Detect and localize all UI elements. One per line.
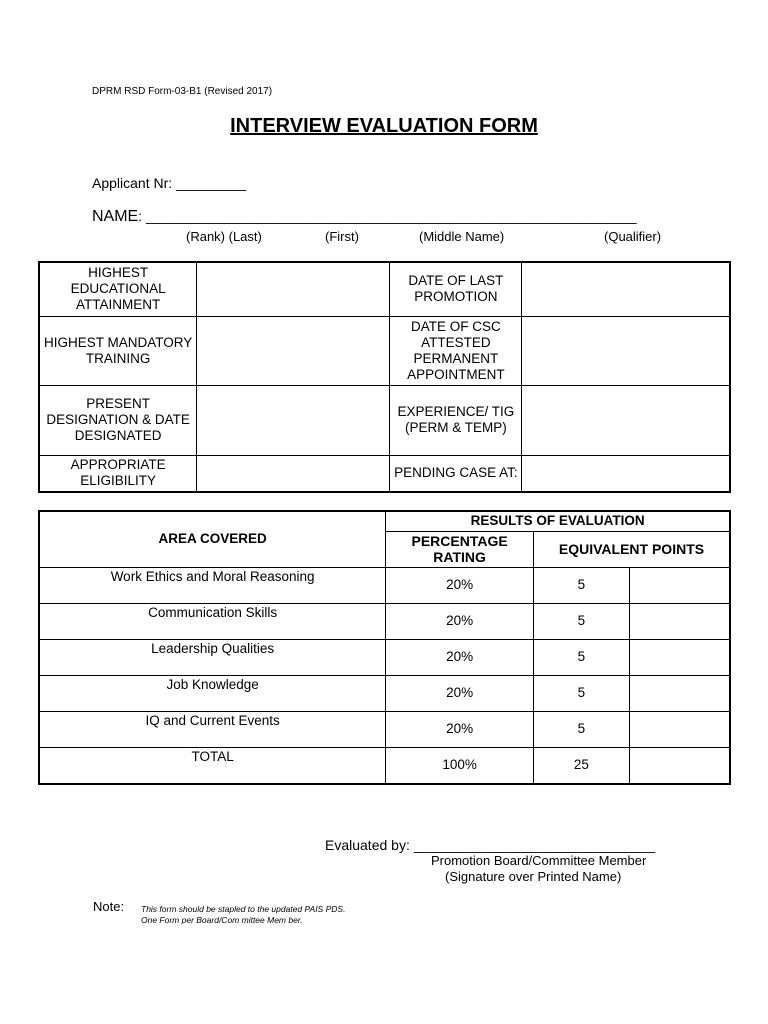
info-label: EXPERIENCE/ TIG (PERM & TEMP) — [390, 385, 522, 455]
table-row — [39, 385, 730, 455]
note-line: This form should be stapled to the updated PAIS PDS. — [141, 904, 346, 914]
points-header: EQUIVALENT POINTS — [533, 531, 730, 567]
info-value-cell[interactable] — [197, 316, 390, 385]
evaluation-table — [38, 510, 731, 785]
points-cell: 5 — [533, 567, 629, 603]
signature-caption: (Signature over Printed Name) — [445, 869, 622, 884]
area-cell: IQ and Current Events — [39, 711, 386, 747]
area-covered-header: AREA COVERED — [39, 511, 386, 567]
score-input-cell[interactable] — [629, 675, 730, 711]
sub-label-rank-last: (Rank) (Last) — [186, 229, 262, 244]
evaluator-role: Promotion Board/Committee Member — [431, 853, 647, 868]
info-label: DATE OF CSC ATTESTED PERMANENT APPOINTMENT — [390, 316, 522, 385]
table-row — [39, 316, 730, 385]
sub-label-first: (First) — [325, 229, 359, 244]
sub-label-middle-name: (Middle Name) — [419, 229, 505, 244]
table-row — [39, 262, 730, 316]
results-header: RESULTS OF EVALUATION — [386, 511, 730, 531]
info-value-cell[interactable] — [197, 455, 390, 492]
table-row-total — [39, 747, 730, 784]
info-label: HIGHEST MANDATORY TRAINING — [39, 316, 197, 385]
name-field[interactable] — [92, 208, 637, 226]
note-label: Note: — [93, 899, 125, 914]
table-row — [39, 639, 730, 675]
info-value-cell[interactable] — [522, 455, 730, 492]
note-line: One Form per Board/Com mittee Mem ber. — [141, 915, 303, 925]
area-cell: Work Ethics and Moral Reasoning — [39, 567, 386, 603]
info-value-cell[interactable] — [522, 316, 730, 385]
area-cell: Communication Skills — [39, 603, 386, 639]
name-line: : _______________________________________________________________ — [138, 208, 637, 224]
table-row — [39, 567, 730, 603]
total-percentage: 100% — [386, 747, 534, 784]
form-code: DPRM RSD Form-03-B1 (Revised 2017) — [92, 86, 273, 97]
points-cell: 5 — [533, 603, 629, 639]
percentage-cell: 20% — [386, 603, 534, 639]
points-cell: 5 — [533, 711, 629, 747]
total-score-input-cell[interactable] — [629, 747, 730, 784]
score-input-cell[interactable] — [629, 603, 730, 639]
applicant-info-table — [38, 261, 731, 493]
table-row — [39, 455, 730, 492]
total-label: TOTAL — [39, 747, 386, 784]
applicant-number-field[interactable]: Applicant Nr: _________ — [92, 175, 247, 191]
info-label: HIGHEST EDUCATIONAL ATTAINMENT — [39, 262, 197, 316]
table-row — [39, 603, 730, 639]
area-cell: Job Knowledge — [39, 675, 386, 711]
table-row — [39, 675, 730, 711]
info-label: PENDING CASE AT: — [390, 455, 522, 492]
page-title: INTERVIEW EVALUATION FORM — [230, 115, 538, 137]
info-label: DATE OF LAST PROMOTION — [390, 262, 522, 316]
info-value-cell[interactable] — [197, 262, 390, 316]
percentage-cell: 20% — [386, 567, 534, 603]
percentage-cell: 20% — [386, 675, 534, 711]
sub-label-qualifier: (Qualifier) — [604, 229, 662, 244]
score-input-cell[interactable] — [629, 567, 730, 603]
score-input-cell[interactable] — [629, 639, 730, 675]
total-points: 25 — [533, 747, 629, 784]
name-label: NAME — [92, 208, 139, 225]
table-header-row — [39, 511, 730, 531]
evaluated-by-field[interactable]: Evaluated by: _______________________________ — [325, 837, 656, 853]
points-cell: 5 — [533, 675, 629, 711]
info-value-cell[interactable] — [522, 262, 730, 316]
percentage-cell: 20% — [386, 711, 534, 747]
info-label: APPROPRIATE ELIGIBILITY — [39, 455, 197, 492]
table-row — [39, 711, 730, 747]
score-input-cell[interactable] — [629, 711, 730, 747]
info-label: PRESENT DESIGNATION & DATE DESIGNATED — [39, 385, 197, 455]
area-cell: Leadership Qualities — [39, 639, 386, 675]
percentage-cell: 20% — [386, 639, 534, 675]
info-value-cell[interactable] — [197, 385, 390, 455]
percentage-header: PERCENTAGE RATING — [386, 531, 534, 567]
info-value-cell[interactable] — [522, 385, 730, 455]
points-cell: 5 — [533, 639, 629, 675]
